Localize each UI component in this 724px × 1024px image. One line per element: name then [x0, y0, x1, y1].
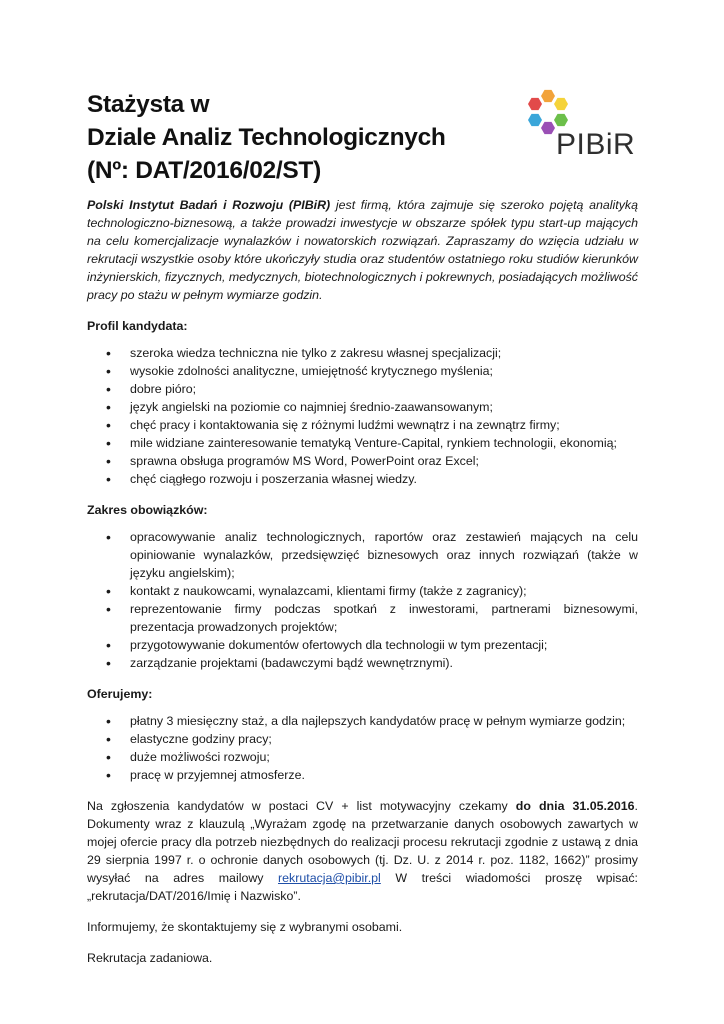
- deadline: do dnia 31.05.2016: [515, 799, 635, 813]
- list-item: • pracę w przyjemnej atmosferze.: [130, 766, 638, 784]
- logo-hexagon: [528, 114, 542, 126]
- email-link[interactable]: rekrutacja@pibir.pl: [278, 871, 381, 885]
- intro-text: jest firmą, która zajmuje się szeroko pojętą analityką technologiczno-biznesową, a także prowadzi inwestycje w obszarze spółek typu start-up mających na celu komercjalizacje wynalazków i nowatorskich rozwiązań. Zapraszamy do wzięcia udziału w rekrutacji wszystkie osoby które ukończyły studia oraz studentów ostatniego roku studiów kierunków inżynierskich, fizycznych, medycznych, biotechnologicznych i pokrewnych, posiadających możliwość pracy po stażu w pełnym wymiarze godzin.: [87, 198, 638, 302]
- logo-hexagon: [554, 98, 568, 110]
- logo-hexagon: [541, 90, 555, 102]
- title-line: Dziale Analiz Technologicznych: [87, 124, 446, 151]
- pibir-logo: [518, 88, 638, 168]
- logo-text: PIBiR: [556, 128, 636, 161]
- list-item: • zarządzanie projektami (badawczymi bądź wewnętrznymi).: [130, 654, 638, 672]
- list-item: • kontakt z naukowcami, wynalazcami, klientami firmy (także z zagranicy);: [130, 582, 638, 600]
- list-item: • opracowywanie analiz technologicznych, raportów oraz zestawień mających na celu opiniowanie wynalazków, przedsięwzięć biznesowych oraz innych rozwiązań (także w języku angielskim);: [130, 528, 638, 582]
- list-item: • język angielski na poziomie co najmniej średnio-zaawansowanym;: [130, 398, 638, 416]
- title-line: (Nº: DAT/2016/02/ST): [87, 157, 321, 184]
- application-paragraph: [87, 797, 638, 905]
- document-body: [87, 196, 638, 980]
- intro-paragraph: [87, 196, 638, 304]
- recruitment-note: Rekrutacja zadaniowa.: [87, 951, 213, 965]
- list-item: • przygotowywanie dokumentów ofertowych dla technologii w tym prezentacji;: [130, 636, 638, 654]
- list-item: • mile widziane zainteresowanie tematyką Venture-Capital, rynkiem technologii, ekonomią;: [130, 434, 638, 452]
- title-line: Stażysta w: [87, 91, 210, 118]
- duties-list: [87, 528, 638, 672]
- list-item: • dobre pióro;: [130, 380, 638, 398]
- duties-heading: Zakres obowiązków:: [87, 503, 208, 517]
- org-name: Polski Instytut Badań i Rozwoju (PIBiR): [87, 198, 331, 212]
- contact-note: Informujemy, że skontaktujemy się z wybranymi osobami.: [87, 920, 403, 934]
- profile-heading: Profil kandydata:: [87, 319, 188, 333]
- list-item: • szeroka wiedza techniczna nie tylko z zakresu własnej specjalizacji;: [130, 344, 638, 362]
- list-item: • elastyczne godziny pracy;: [130, 730, 638, 748]
- offer-list: [87, 712, 638, 784]
- application-text: . Dokumenty wraz z klauzulą „Wyrażam zgodę na przetwarzanie danych osobowych zawartych w mojej ofercie pracy dla potrzeb niezbędnych do realizacji procesu rekrutacji zgodnie z ustawą z dnia 29 sierpnia 1997 r. o ochronie danych osobowych (tj. Dz. U. z 2014 r. poz. 1182, 1662)” prosimy wysyłać na adres mailowy: [87, 799, 638, 885]
- list-item: • reprezentowanie firmy podczas spotkań z inwestorami, partnerami biznesowymi, prezentacja prowadzonych projektów;: [130, 600, 638, 636]
- logo-hexagon: [554, 114, 568, 126]
- list-item: • chęć ciągłego rozwoju i poszerzania własnej wiedzy.: [130, 470, 638, 488]
- list-item: • duże możliwości rozwoju;: [130, 748, 638, 766]
- list-item: • chęć pracy i kontaktowania się z różnymi ludźmi wewnątrz i na zewnątrz firmy;: [130, 416, 638, 434]
- application-text: Na zgłoszenia kandydatów w postaci CV + list motywacyjny czekamy: [87, 799, 516, 813]
- list-item: • płatny 3 miesięczny staż, a dla najlepszych kandydatów pracę w pełnym wymiarze godzin;: [130, 712, 638, 730]
- profile-list: [87, 344, 638, 488]
- list-item: • sprawna obsługa programów MS Word, PowerPoint oraz Excel;: [130, 452, 638, 470]
- logo-hexagon: [528, 98, 542, 110]
- list-item: • wysokie zdolności analityczne, umiejętność krytycznego myślenia;: [130, 362, 638, 380]
- logo-hexagon: [541, 122, 555, 134]
- page-title: [87, 88, 507, 187]
- application-text: W treści wiadomości proszę wpisać: „rekrutacja/DAT/2016/Imię i Nazwisko”.: [87, 871, 638, 903]
- offer-heading: Oferujemy:: [87, 687, 153, 701]
